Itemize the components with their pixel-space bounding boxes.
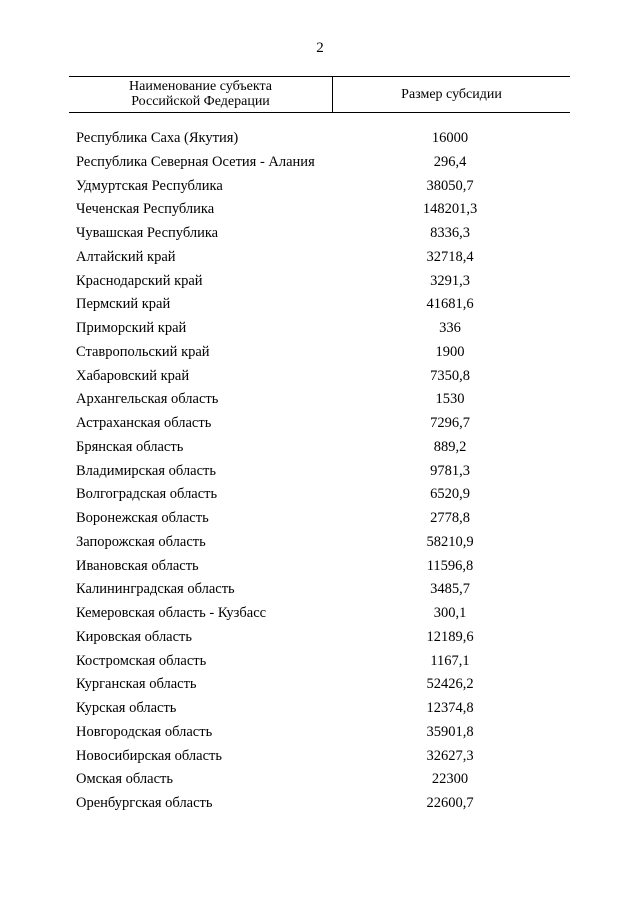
table-row	[0, 128, 640, 152]
region-name: Ставропольский край	[76, 343, 210, 360]
table-row	[0, 413, 640, 437]
region-name: Кемеровская область - Кузбасс	[76, 605, 267, 621]
table-row	[0, 223, 640, 247]
region-name: Удмуртская Республика	[76, 177, 223, 194]
subsidy-amount: 7350,8	[430, 367, 470, 384]
subsidy-amount: 8336,3	[430, 225, 470, 241]
subsidy-amount: 9781,3	[430, 462, 470, 479]
column-header-region	[69, 77, 333, 112]
table-row	[0, 366, 640, 390]
region-name: Запорожская область	[76, 533, 206, 550]
region-name: Оренбургская область	[76, 795, 213, 811]
subsidy-amount: 22300	[431, 771, 469, 788]
region-name: Хабаровский край	[76, 367, 190, 384]
region-name: Омская область	[76, 771, 173, 788]
table-row	[0, 793, 640, 817]
subsidy-amount: 3291,3	[430, 272, 470, 289]
subsidy-amount: 336	[439, 320, 461, 336]
subsidy-amount: 148201,3	[422, 201, 478, 218]
table-row	[0, 579, 640, 603]
region-name: Брянская область	[76, 438, 184, 455]
region-name: Ивановская область	[76, 557, 199, 574]
subsidy-amount: 32718,4	[426, 248, 474, 265]
region-name: Республика Саха (Якутия)	[76, 130, 239, 146]
region-name: Волгоградская область	[76, 486, 218, 503]
table-row	[0, 532, 640, 556]
table-row	[0, 603, 640, 627]
table-row	[0, 769, 640, 793]
subsidy-amount: 41681,6	[426, 296, 474, 313]
table-row	[0, 508, 640, 532]
subsidy-amount: 2778,8	[430, 510, 470, 526]
table-row	[0, 389, 640, 413]
subsidy-amount: 1167,1	[430, 652, 470, 669]
region-name: Алтайский край	[76, 248, 176, 265]
region-name: Владимирская область	[76, 462, 216, 479]
subsidy-amount: 52426,2	[426, 676, 474, 693]
region-name: Курганская область	[76, 676, 197, 693]
table-row	[0, 152, 640, 176]
table-row	[0, 651, 640, 675]
region-name: Воронежская область	[76, 510, 209, 526]
table-header	[69, 76, 570, 113]
table-row	[0, 176, 640, 200]
region-name: Приморский край	[76, 320, 187, 336]
table-row	[0, 627, 640, 651]
subsidy-amount: 32627,3	[426, 747, 474, 764]
region-name: Чеченская Республика	[76, 201, 215, 218]
region-name: Костромская область	[76, 652, 207, 669]
region-name: Чувашская Республика	[76, 225, 219, 241]
subsidy-amount: 1900	[435, 343, 465, 360]
table-row	[0, 342, 640, 366]
subsidy-amount: 1530	[435, 391, 465, 408]
table-row	[0, 294, 640, 318]
region-name: Кировская область	[76, 628, 193, 645]
subsidy-amount: 22600,7	[426, 795, 474, 811]
region-name: Астраханская область	[76, 415, 212, 431]
table-row	[0, 556, 640, 580]
page-number: 2	[316, 40, 324, 56]
subsidy-amount: 12374,8	[426, 700, 474, 716]
subsidy-amount: 16000	[431, 130, 469, 146]
table-row	[0, 746, 640, 770]
subsidy-amount: 6520,9	[430, 486, 470, 503]
subsidy-amount: 7296,7	[430, 415, 470, 431]
subsidy-amount: 12189,6	[426, 628, 474, 645]
region-name: Курская область	[76, 700, 177, 716]
region-name: Новосибирская область	[76, 747, 222, 764]
subsidy-amount: 11596,8	[426, 557, 474, 574]
column-header-amount: Размер субсидии	[401, 87, 502, 102]
table-row	[0, 247, 640, 271]
subsidy-amount: 889,2	[433, 438, 467, 455]
subsidy-amount: 58210,9	[426, 533, 474, 550]
subsidy-amount: 296,4	[433, 153, 467, 170]
region-name: Республика Северная Осетия - Алания	[76, 153, 315, 170]
subsidy-amount: 3485,7	[430, 581, 470, 598]
subsidy-amount: 35901,8	[426, 723, 474, 740]
table-body	[0, 128, 640, 817]
subsidy-amount: 38050,7	[426, 177, 474, 194]
table-row	[0, 674, 640, 698]
table-row	[0, 698, 640, 722]
column-header-region-line1: Наименование субъекта	[129, 79, 272, 94]
table-row	[0, 318, 640, 342]
table-row	[0, 437, 640, 461]
region-name: Новгородская область	[76, 723, 213, 740]
table-row	[0, 271, 640, 295]
region-name: Пермский край	[76, 296, 171, 313]
column-header-region-line2: Российской Федерации	[131, 94, 270, 109]
table-row	[0, 484, 640, 508]
region-name: Краснодарский край	[76, 272, 203, 289]
region-name: Калининградская область	[76, 581, 235, 598]
subsidy-amount: 300,1	[433, 605, 467, 621]
region-name: Архангельская область	[76, 391, 219, 408]
table-row	[0, 199, 640, 223]
table-row	[0, 461, 640, 485]
table-row	[0, 722, 640, 746]
